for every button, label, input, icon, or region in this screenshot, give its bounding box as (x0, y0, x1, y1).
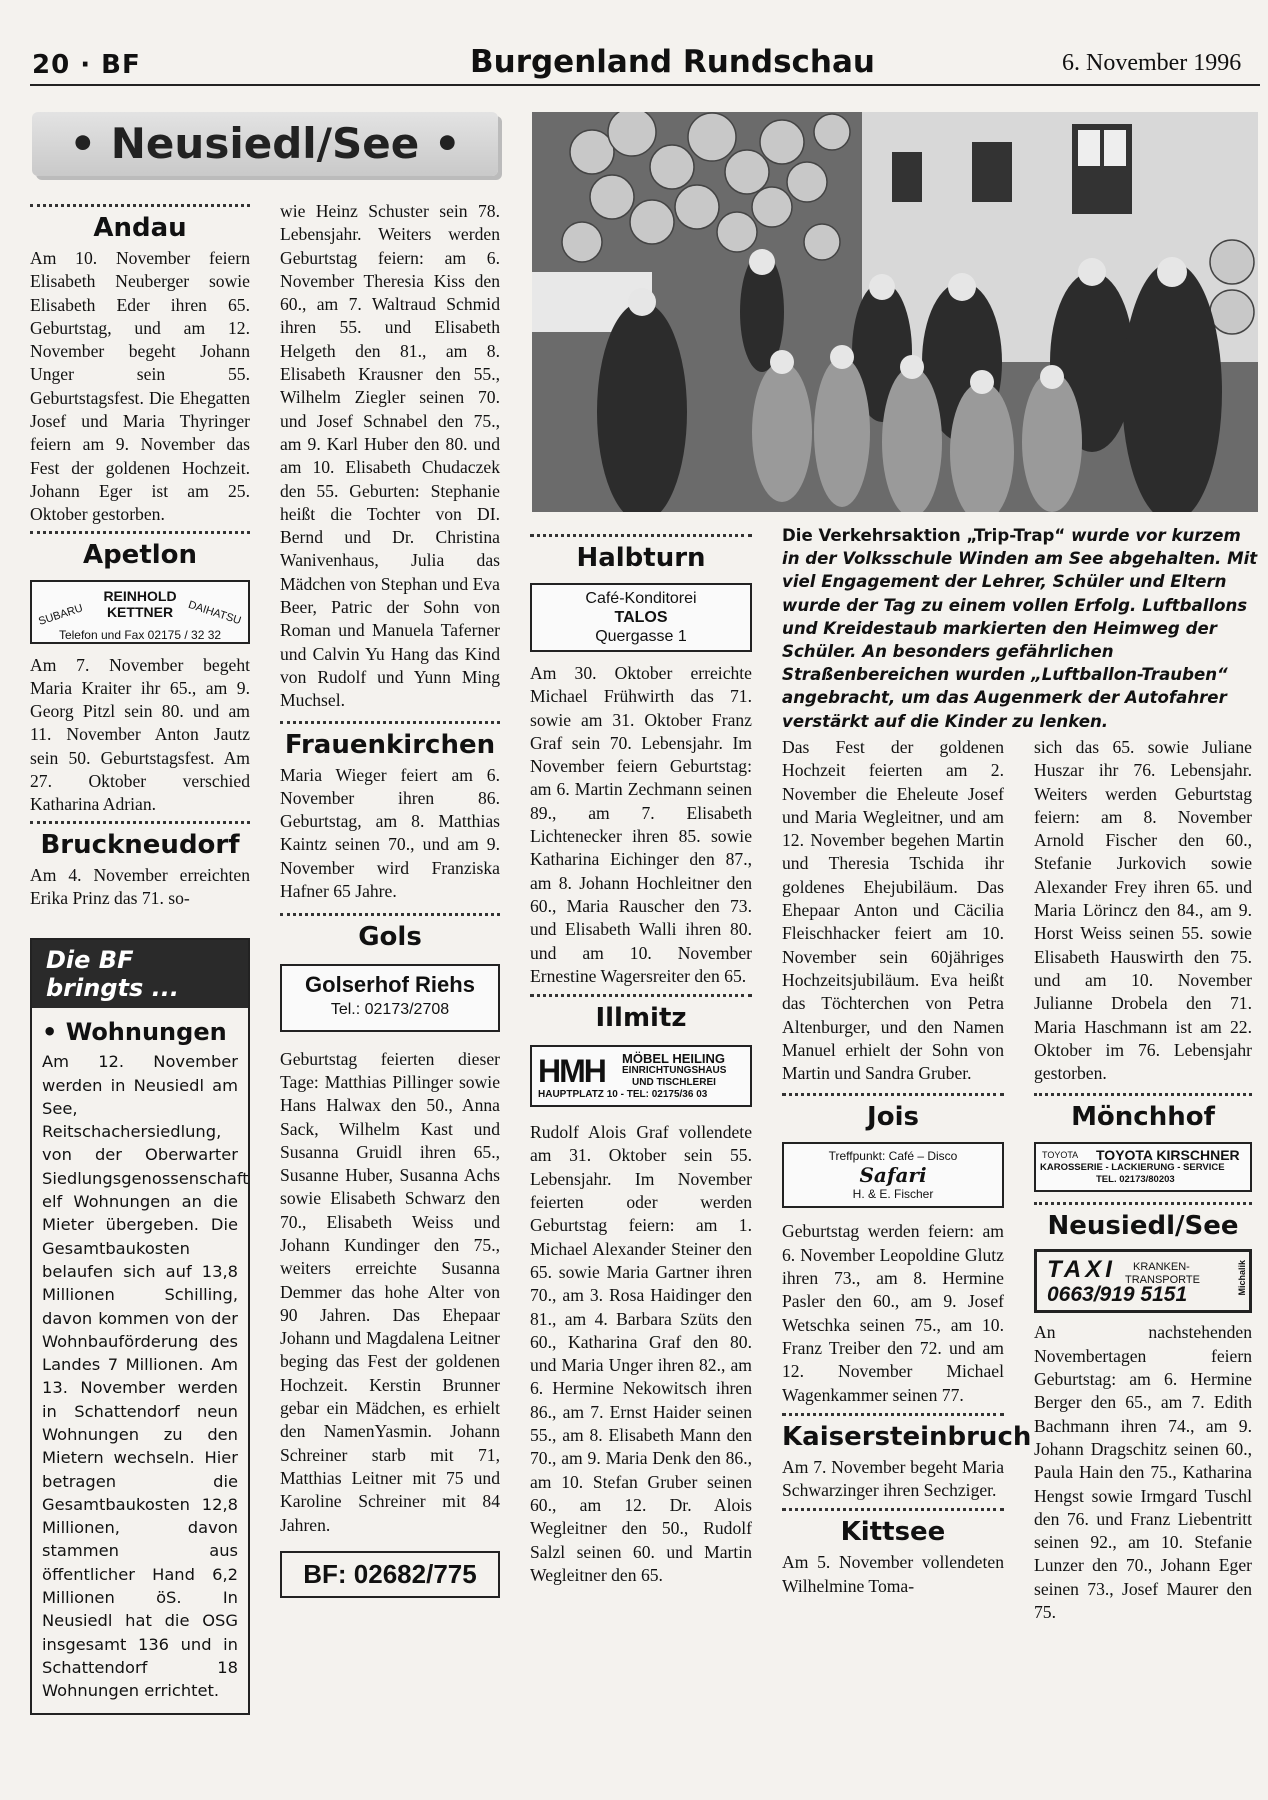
divider (280, 913, 500, 916)
bf-bringts-text: Am 12. November werden in Neusiedl am See, Reitschachersiedlung, von der Oberwarter Siedlungsgenossenschaft elf Wohnungen an die Mieter übergeben. Die Gesamtbaukosten belaufen sich auf 13,8 Millionen Schilling, davon kommen von der Wohnbauförderung des Landes 7 Millionen. Am 13. November werden in Schattendorf neun Wohnungen zu den Mietern wechseln. Hier betragen die Gesamtbaukosten 12,8 Millionen, davon stammen aus öffentlicher Hand 6,2 Millionen öS. In Neusiedl hat die OSG insgesamt 136 und in Schattendorf 18 Wohnungen errichtet. (42, 1052, 249, 1701)
divider (530, 994, 752, 997)
ad-line: TRANSPORTE (1125, 1274, 1200, 1287)
article-illmitz: Rudolf Alois Graf vollendete am 31. Oktober sein 55. Lebensjahr. Im November feierten oder werden Geburtstag feiern: am 1. Michael Alexander Steiner den 65. sowie Maria Gartner ihren 70., am 3. Rosa Haidinger den 81., am 4. Barbara Szüts den 60., Katharina Graf den 80. und Maria Unger ihren 82., am 6. Hermine Nekowitsch ihren 86., am 7. Ernst Haider seinen 55., am 8. Elisabeth Mann den 70., am 9. Maria Denk den 86., am 10. Stefan Gruber seinen 60., am 12. Dr. Alois Wegleitner den 50., Rudolf Salzl seinen 60. und Martin Wegleitner den 65. (530, 1122, 752, 1585)
article-illmitz-cont: Das Fest der goldenen Hochzeit feierten am 2. November die Eheleute Josef und Maria Wegleitner, und am 12. November begehen Martin und Theresia Tschida ihr goldenes Ehejubiläum. Das Ehepaar Anton und Cäcilia Fleischhacker feiert am 10. November sein 60jähriges Hochzeitsjubiläum. Eva heißt das Töchterchen von Petra Altenburger, und den Namen Manuel erhielt der Sohn von Martin und Sandra Gruber. (782, 737, 1004, 1084)
ad-line: KETTNER (106, 603, 174, 620)
column-4 (782, 736, 1032, 1598)
ad-talos (530, 583, 752, 652)
ad-line: H. & E. Fischer (852, 1187, 934, 1202)
ad-name: Golserhof Riehs (305, 972, 475, 998)
ad-taxi (1034, 1249, 1252, 1313)
ad-brand: SUBARU (37, 601, 85, 628)
column-5 (1034, 736, 1252, 1624)
bf-bringts-box (30, 938, 250, 1714)
ad-line: KRANKEN- (1133, 1261, 1190, 1274)
ad-line: Café-Konditorei (585, 590, 697, 607)
article-andau: Am 10. November feiern Elisabeth Neuberger sowie Elisabeth Eder ihren 65. Geburtstag, und am 12. November begeht Johann Unger sein 55. Geburtstagsfest. Die Ehegatten Josef und Maria Thyringer feiern am 9. November das Fest der goldenen Hochzeit. Johann Eger ist am 25. Oktober gestorben. (30, 248, 250, 525)
divider (280, 721, 500, 724)
bf-phone-box: BF: 02682/775 (280, 1551, 500, 1598)
article-neusiedl: An nachstehenden Novembertagen feiern Geburtstag: am 6. Hermine Berger den 65., am 7. Edith Bachmann ihren 74., am 9. Johann Dragschitz seinen 60., Paula Hain den 75., Katharina Hengst sowie Irmgard Tuschl den 76. und Franz Liebentritt seinen 92., am 10. Stefanie Lunzer den 70., Johann Eger seinen 73., Josef Maurer den 75. (1034, 1322, 1252, 1623)
divider (1034, 1202, 1252, 1205)
divider (30, 821, 250, 824)
caption-lead: Die Verkehrsaktion „Trip-Trap“ (782, 526, 1066, 545)
ad-toyota-kirschner (1034, 1142, 1252, 1192)
ad-line: UND TISCHLEREI (632, 1077, 716, 1089)
newspaper-title: Burgenland Rundschau (470, 44, 875, 80)
article-kittsee-cont: sich das 65. sowie Juliane Huszar ihr 76. Lebensjahr. Weiters werden Geburtstag feiern: am 8. November Arnold Fischer den 60., Stefanie Jurkovich sowie Alexander Frey ihren 65. und Maria Lörincz den 84., am 9. Horst Weiss seinen 55. sowie Elisabeth Hauswirth den 75. und am 10. November Julianne Drobela den 71. Maria Haschmann ist am 22. Oktober im 76. Lebensjahr gestorben. (1034, 737, 1252, 1084)
ad-phone: TEL. 02173/80203 (1096, 1174, 1175, 1186)
ad-name: TAXI (1047, 1256, 1116, 1284)
bf-bringts-heading: • Wohnungen (42, 1018, 227, 1047)
heading-neusiedl: Neusiedl/See (1047, 1211, 1239, 1242)
ad-line: KAROSSERIE - LACKIERUNG - SERVICE (1040, 1162, 1225, 1174)
ad-phone: HAUPTPLATZ 10 - TEL: 02175/36 03 (538, 1089, 708, 1101)
ad-golserhof (280, 964, 500, 1031)
photo-trip-trap (532, 112, 1258, 512)
divider (30, 531, 250, 534)
ad-name: MÖBEL HEILING (622, 1051, 726, 1067)
ad-side-text: Michalik (1237, 1260, 1247, 1296)
ad-brand: DAIHATSU (186, 598, 243, 627)
heading-andau: Andau (93, 213, 187, 243)
heading-jois: Jois (867, 1102, 919, 1133)
photo-illustration (532, 112, 1258, 512)
divider (530, 534, 752, 537)
ad-kettner (30, 580, 250, 644)
column-3 (530, 530, 752, 1587)
divider (782, 1093, 1004, 1096)
heading-halbturn: Halbturn (576, 543, 706, 573)
heading-frauenkirchen: Frauenkirchen (284, 729, 496, 760)
article-frauenkirchen: Maria Wieger feiert am 6. November ihren 86. Geburtstag, am 8. Matthias Kaintz seinen 70., und am 9. November wird Franziska Hafner 65 Jahre. (280, 764, 500, 902)
article-gols: Geburtstag feierten dieser Tage: Matthias Pillinger sowie Hans Halwax den 50., Anna Sack, Wilhelm Kast und Susanna Gruidl ihren 65., Susanne Huber, Susanna Achs sowie Elisabeth Schwarz den 70., Elisabeth Weiss und Johann Kundinger den 75., weiters erreichte Susanna Demmer das hohe Alter von 90 Jahren. Das Ehepaar Johann und Magdalena Leitner beging das Fest der goldenen Hochzeit. Kerstin Brunner gebar ein Mädchen, es erhielt den NamenYasmin. Johann Schreiner starb mit 71, Matthias Leitner mit 75 und Karoline Schreiner mit 84 Jahren. (280, 1048, 500, 1535)
heading-illmitz: Illmitz (595, 1003, 687, 1034)
heading-gols: Gols (358, 922, 422, 953)
ad-phone: 0663/919 5151 (1047, 1283, 1188, 1307)
section-banner: • Neusiedl/See • (32, 112, 498, 176)
ad-phone: Tel.: 02173/2708 (330, 1001, 450, 1019)
divider (30, 204, 250, 207)
ad-address: Quergasse 1 (595, 628, 687, 645)
page-number: 20 · BF (32, 50, 141, 80)
photo-caption (782, 524, 1258, 733)
header-rule (30, 84, 1260, 86)
article-jois: Geburtstag werden feiern: am 6. November Leopoldine Glutz ihren 73., am 8. Hermine Pasler den 60., am 9. Josef Wetschka seinen 75., am 10. Franz Treiber den 72. und am 12. November Michael Wagenkammer seinen 77. (782, 1221, 1004, 1405)
article-bruckneudorf: Am 4. November erreichten Erika Prinz das 71. so- (30, 864, 250, 908)
divider (1034, 1093, 1252, 1096)
bf-bringts-bar: Die BF bringts ... (32, 940, 248, 1008)
column-2 (280, 200, 500, 1598)
ad-phone: Telefon und Fax 02175 / 32 32 (58, 627, 222, 642)
ad-logo: TOYOTA (1042, 1150, 1079, 1161)
ad-safari (782, 1142, 1004, 1208)
divider (782, 1508, 1004, 1511)
ad-moebel-heiling (530, 1045, 752, 1107)
heading-bruckneudorf: Bruckneudorf (40, 829, 240, 860)
article-kaisersteinbruch: Am 7. November begeht Maria Schwarzinger ihren Sechziger. (782, 1456, 1004, 1501)
article-apetlon: Am 7. November begeht Maria Kraiter ihr 65., am 9. Georg Pitzl sein 80. und am 11. November Anton Jautz sein 50. Geburtstagsfest. Am 27. Oktober verschied Katharina Adrian. (30, 654, 250, 815)
article-kittsee: Am 5. November vollendeten Wilhelmine Toma- (782, 1552, 1004, 1596)
ad-logo: HMH (538, 1053, 605, 1090)
column-1 (30, 200, 250, 1715)
issue-date: 6. November 1996 (1062, 50, 1242, 76)
heading-kittsee: Kittsee (840, 1517, 946, 1548)
heading-apetlon: Apetlon (82, 539, 198, 570)
ad-line: EINRICHTUNGSHAUS (622, 1065, 727, 1077)
heading-kaisersteinbruch: Kaisersteinbruch (782, 1421, 1032, 1452)
article-bruckneudorf-cont: wie Heinz Schuster sein 78. Lebensjahr. Weiters werden Geburtstag feiern: am 6. November Theresia Kiss den 60., am 7. Waltraud Schmid ihren 55. und Elisabeth Helgeth den 81., am 8. Elisabeth Krausner den 55., Wilhelm Ziegler seinen 70. und Josef Schnabel den 75., am 9. Karl Huber den 80. und am 10. Elisabeth Chudaczek den 55. Geburten: Stephanie heißt die Tochter von DI. Bernd und Dr. Christina Wanivenhaus, Julia das Mädchen von Stephan und Eva Beer, Patric der Sohn von Roman und Manuela Taferner und Calvin Yu Hang das Kind von Rudolf und Yunn Ming Muchsel. (280, 201, 500, 711)
ad-name: TOYOTA KIRSCHNER (1096, 1147, 1240, 1164)
ad-name: Safari (859, 1163, 927, 1188)
article-halbturn: Am 30. Oktober erreichte Michael Frühwirth das 71. sowie am 31. Oktober Franz Graf sein 70. Lebensjahr. Im November feiern Geburtstag: am 6. Martin Zechmann seinen 89., am 7. Elisabeth Lichtenecker ihren 85. sowie Katharina Eichinger den 87., am 8. Johann Hochleitner den 60., Maria Rauscher den 73. und Elisabeth Walli ihren 80. und am 10. November Ernestine Wagersreiter den 65. (530, 663, 752, 986)
heading-moenchhof: Mönchhof (1071, 1102, 1215, 1133)
ad-line: Treffpunkt: Café – Disco (828, 1149, 958, 1164)
caption-text: wurde vor kurzem in der Volksschule Winden am See abgehalten. Mit viel Engagement der Lehrer, Schüler und Eltern wurde der Tag zu einem vollen Erfolg. Luftballons und Kreidestaub markierten den Heimweg der Schüler. An besonders gefährlichen Straßenbereichen wurden „Luftballon-Trauben“ angebracht, um das Augenmerk der Autofahrer verstärkt auf die Kinder zu lenken. (782, 526, 1258, 731)
ad-line: REINHOLD (103, 587, 177, 604)
divider (782, 1413, 1004, 1416)
ad-name: TALOS (614, 609, 668, 626)
